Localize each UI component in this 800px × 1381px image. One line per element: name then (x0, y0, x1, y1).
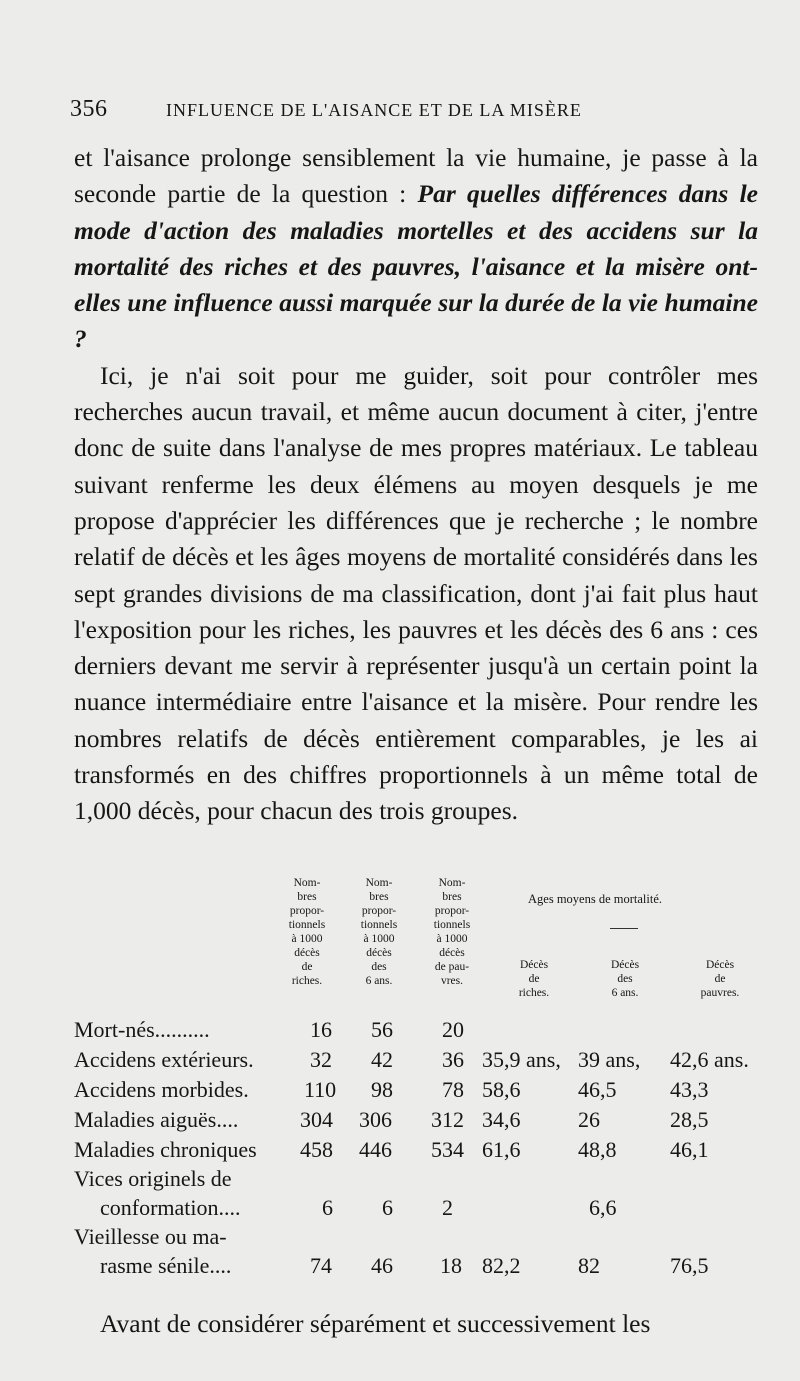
cell-age-riches: 61,6 (482, 1137, 521, 1162)
paragraph-1-question: Par quelles différences dans le mode d'action des maladies mortelles et des accidens sur la mortalité des riches et des pauvres, l'aisance et la misère ont-elles une influence aussi marquée sur la durée de la vie humaine ? (74, 179, 758, 354)
row-label: Vieillesse ou ma- (74, 1224, 227, 1249)
cell-age-riches: 58,6 (482, 1077, 521, 1102)
cell-6ans-prop: 446 (359, 1137, 392, 1162)
cell-pauvres-prop: 78 (442, 1077, 464, 1102)
cell-riches-prop: 458 (300, 1137, 333, 1162)
cell-age-6ans: 48,8 (578, 1137, 617, 1162)
cell-pauvres-prop: 534 (431, 1137, 464, 1162)
cell-riches-prop: 74 (310, 1253, 332, 1278)
cell-6ans-prop: 6 (382, 1195, 393, 1220)
cell-age-pauvres: 46,1 (670, 1137, 709, 1162)
row-label: Accidens morbides. (74, 1077, 249, 1102)
row-label: Maladies aiguës.... (74, 1107, 239, 1132)
row-label: Vices originels de (74, 1166, 232, 1191)
cell-riches-prop: 32 (310, 1047, 332, 1072)
col-header-6ans-prop: Nom- bres propor- tionnels à 1000 décès des 6 ans. (360, 877, 398, 987)
cell-age-riches: 82,2 (482, 1253, 521, 1278)
row-label-continued: rasme sénile.... (100, 1253, 232, 1278)
cell-pauvres-prop: 312 (431, 1107, 464, 1132)
cell-age-riches: 34,6 (482, 1107, 521, 1132)
page-number: 356 (70, 96, 108, 122)
cell-6ans-prop: 98 (371, 1077, 393, 1102)
body-text (74, 140, 758, 830)
cell-6ans-prop: 56 (371, 1017, 393, 1042)
table-row (74, 1015, 774, 1045)
ages-divider (610, 928, 638, 929)
cell-6ans-prop: 306 (359, 1107, 392, 1132)
table-row (74, 1045, 774, 1075)
cell-age-pauvres: 43,3 (670, 1077, 709, 1102)
cell-age-6ans: 26 (578, 1107, 600, 1132)
table-row (74, 1193, 774, 1223)
cell-pauvres-prop: 20 (442, 1017, 464, 1042)
cell-pauvres-prop: 18 (440, 1253, 462, 1278)
paragraph-2: Ici, je n'ai soit pour me guider, soit pour contrôler mes recherches aucun travail, et même aucun document à citer, j'entre donc de suite dans l'analyse de mes propres matériaux. Le tableau suivant renferme les deux élémens au moyen desquels je me propose d'apprécier les différences que je recherche ; le nombre relatif de décès et les âges moyens de mortalité considérés dans les sept grandes divisions de ma classification, dont j'ai fait plus haut l'exposition pour les riches, les pauvres et les décès des 6 ans : ces derniers devant me servir à représenter jusqu'à un certain point la nuance intermédiaire entre l'aisance et la misère. Pour rendre les nombres relatifs de décès entièrement comparables, je les ai transformés en des chiffres proportionnels à un même total de 1,000 décès, pour chacun des trois groupes. (74, 360, 758, 826)
row-label: Maladies chroniques (74, 1137, 257, 1162)
cell-6ans-prop: 42 (371, 1047, 393, 1072)
cell-riches-prop: 110 (304, 1077, 337, 1102)
ages-group-title: Ages moyens de mortalité. (528, 892, 662, 906)
table-row (74, 1105, 774, 1135)
table-row (74, 1075, 774, 1105)
cell-age-6ans: 39 ans, (578, 1047, 641, 1072)
row-label: Mort-nés.......... (74, 1017, 210, 1042)
cell-age-6ans: 46,5 (578, 1077, 617, 1102)
row-label-continued: conformation.... (100, 1195, 241, 1220)
cell-age-pauvres: 28,5 (670, 1107, 709, 1132)
cell-pauvres-prop: 2 (442, 1195, 453, 1220)
paragraph-1-lead: et l'aisance prolonge sensiblement la vie humaine, je passe à la seconde partie de la question : (74, 143, 758, 209)
col-header-age-pauvres: Décès de pauvres. (700, 959, 740, 999)
table-row (74, 1135, 774, 1165)
row-label: Accidens extérieurs. (74, 1047, 254, 1072)
cell-age-6ans: 6,6 (589, 1195, 617, 1220)
cell-riches-prop: 16 (310, 1017, 332, 1042)
cell-pauvres-prop: 36 (442, 1047, 464, 1072)
cell-age-6ans: 82 (578, 1253, 600, 1278)
cell-age-riches: 35,9 ans, (482, 1047, 561, 1072)
col-header-riches-prop: Nom- bres propor- tionnels à 1000 décès de riches. (288, 877, 326, 987)
paragraph-1 (74, 140, 758, 358)
col-header-age-6ans: Décès des 6 ans. (610, 959, 640, 999)
cell-age-pauvres: 76,5 (670, 1253, 709, 1278)
table-row (74, 1251, 774, 1281)
running-title: INFLUENCE DE L'AISANCE ET DE LA MISÈRE (166, 100, 582, 120)
cell-age-pauvres: 42,6 ans. (670, 1047, 749, 1072)
cell-riches-prop: 304 (300, 1107, 333, 1132)
closing-line: Avant de considérer séparément et successivement les (100, 1309, 651, 1338)
table-row-label-line (74, 1164, 774, 1194)
col-header-pauvres-prop: Nom- bres propor- tionnels à 1000 décès de pau- vres. (433, 877, 471, 987)
cell-riches-prop: 6 (322, 1195, 333, 1220)
table-row-label-line (74, 1222, 774, 1252)
col-header-age-riches: Décès de riches. (518, 959, 550, 999)
cell-6ans-prop: 46 (371, 1253, 393, 1278)
